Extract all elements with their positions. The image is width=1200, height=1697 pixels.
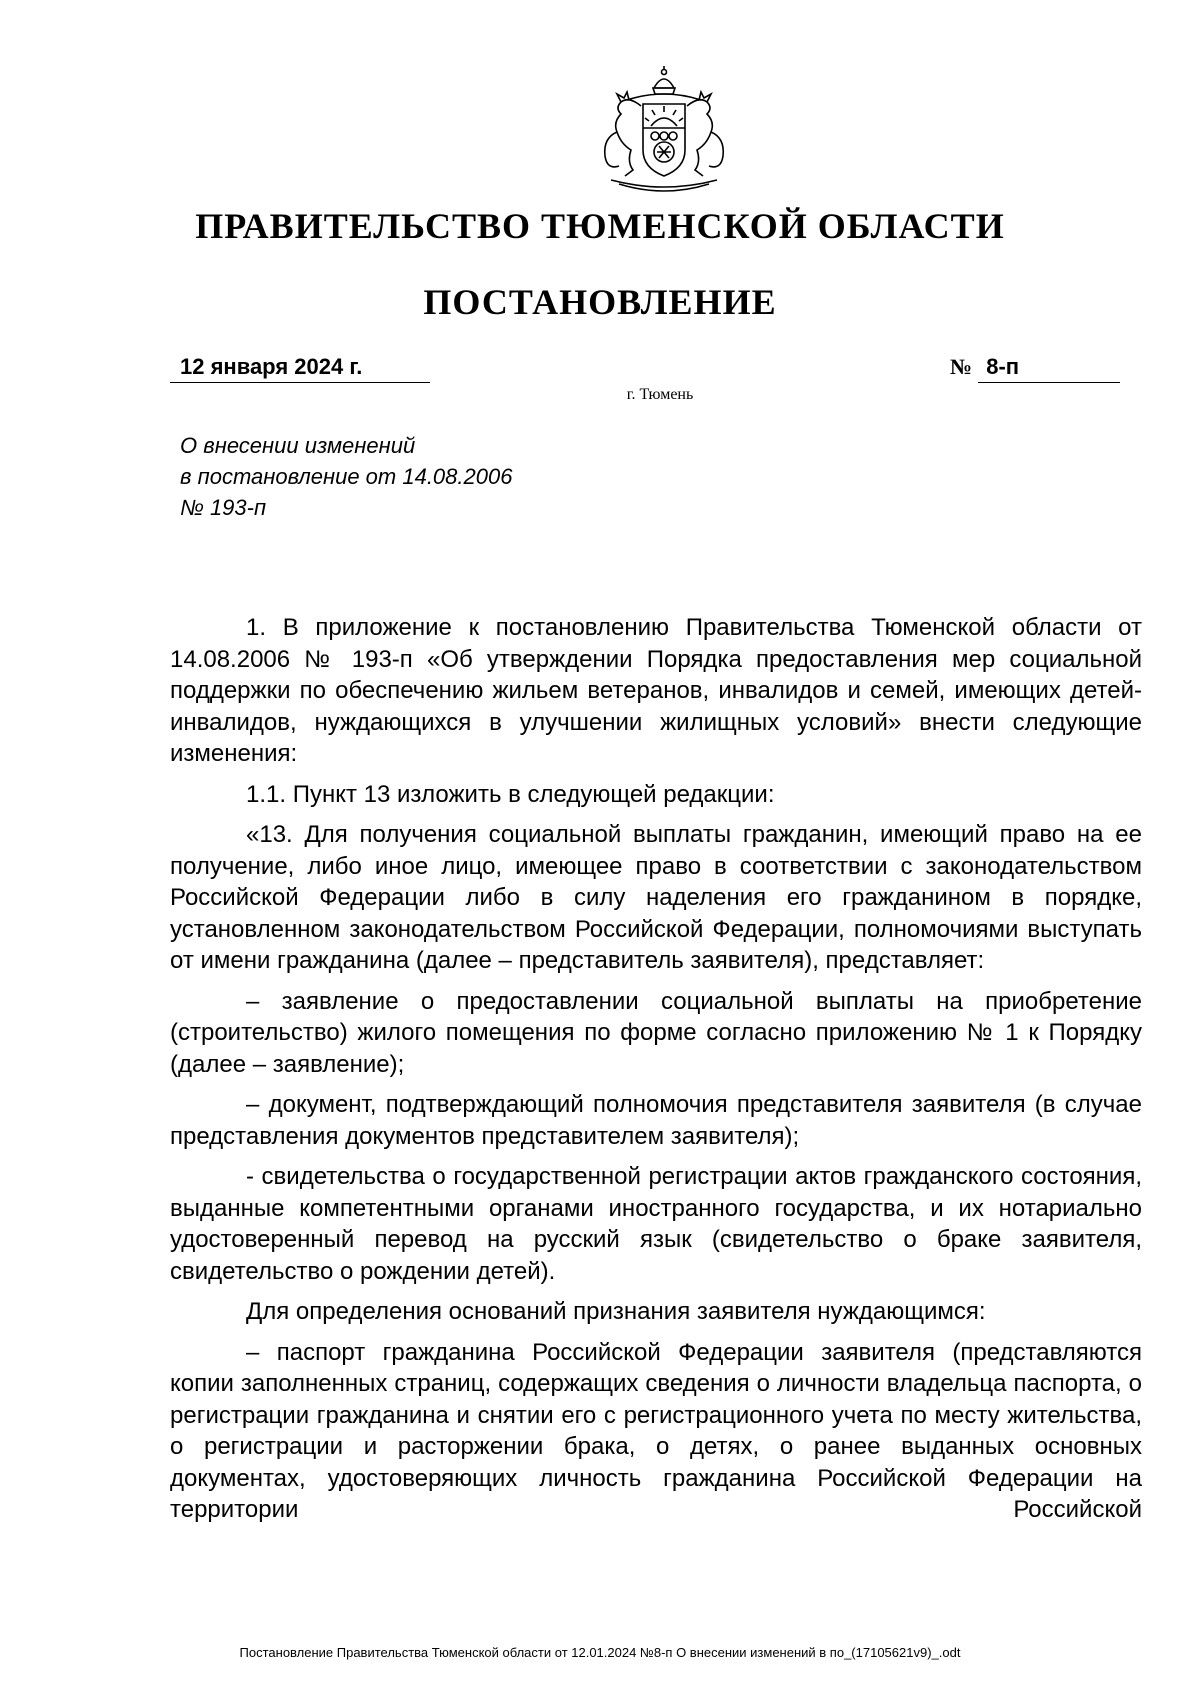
subject-line-2: в постановление от 14.08.2006 bbox=[180, 464, 513, 489]
paragraph-13: «13. Для получения социальной выплаты гражданин, имеющий право на ее получение, либо иное лицо, имеющее право в соответствии с законодательством Российской Федерации либо в силу наделения его гражданином в порядке, установленном законодательством Российской Федерации, полномочиями выступать от имени гражданина (далее – представитель заявителя), представляет: bbox=[170, 821, 1142, 974]
paragraph-need-basis: Для определения оснований признания заявителя нуждающимся: bbox=[246, 1298, 986, 1325]
subject-line-1: О внесении изменений bbox=[180, 433, 416, 458]
coat-of-arms-graphic bbox=[591, 66, 737, 194]
document-subject bbox=[180, 430, 700, 523]
city-label: г. Тюмень bbox=[626, 386, 694, 403]
government-title: ПРАВИТЕЛЬСТВО ТЮМЕНСКОЙ ОБЛАСТИ bbox=[195, 206, 1005, 246]
paragraph-certificates: - свидетельства о государственной регистрации актов гражданского состояния, выданные компетентными органами иностранного государства, и их нотариально удостоверенный перевод на русский язык (свидетельство о браке заявителя, свидетельство о рождении детей). bbox=[170, 1163, 1142, 1285]
document-number: 8-п bbox=[978, 352, 1120, 383]
paragraph-1-1: 1.1. Пункт 13 изложить в следующей редакции: bbox=[246, 780, 775, 808]
coat-of-arms-icon bbox=[591, 66, 737, 194]
document-number-field bbox=[950, 352, 1132, 383]
number-sign: № bbox=[950, 354, 973, 379]
paragraph-application: – заявление о предоставлении социальной выплаты на приобретение (строительство) жилого помещения по форме согласно приложению № 1 к Порядку (далее – заявление); bbox=[170, 987, 1142, 1078]
page-footer: Постановление Правительства Тюменской области от 12.01.2024 №8-п О внесении изменений в по_(17105621v9)_.odt bbox=[239, 1645, 961, 1660]
document-type-title: ПОСТАНОВЛЕНИЕ bbox=[423, 282, 777, 322]
paragraph-passport: – паспорт гражданина Российской Федерации заявителя (представляются копии заполненных страниц, содержащих сведения о личности владельца паспорта, о регистрации гражданина и снятии его с регистрационного учета по месту жительства, о регистрации и расторжении брака, о детях, о ранее выданных основных документах, удостоверяющих личность гражданина Российской Федерации на территории Российской bbox=[170, 1338, 1142, 1523]
paragraph-1: 1. В приложение к постановлению Правительства Тюменской области от 14.08.2006 № 193-п «Об утверждении Порядка предоставления мер социальной поддержки по обеспечению жильем ветеранов, инвалидов и семей, имеющих детей-инвалидов, нуждающихся в улучшении жилищных условий» внести следующие изменения: bbox=[170, 614, 1142, 767]
document-body bbox=[170, 612, 1142, 1535]
subject-line-3: № 193-п bbox=[180, 495, 267, 520]
document-date: 12 января 2024 г. bbox=[170, 352, 430, 383]
paragraph-authority-document: – документ, подтверждающий полномочия представителя заявителя (в случае представления документов представителем заявителя); bbox=[170, 1091, 1142, 1150]
